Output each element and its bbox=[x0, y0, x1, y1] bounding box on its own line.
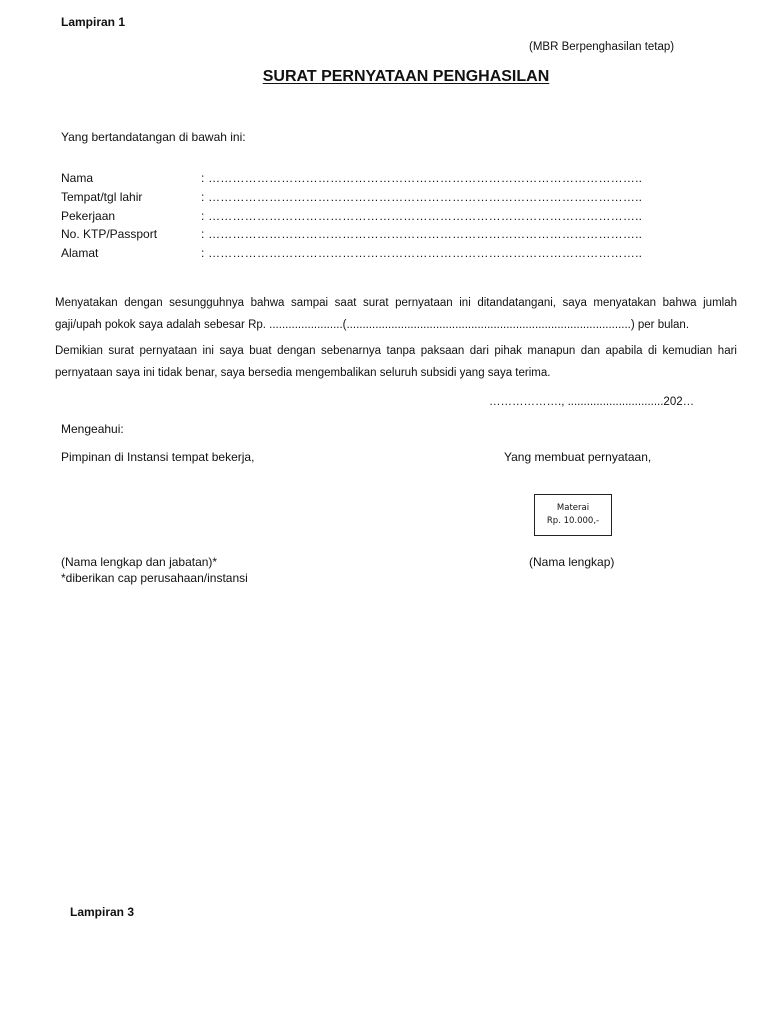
field-label: Tempat/tgl lahir bbox=[61, 190, 143, 204]
field-label: No. KTP/Passport bbox=[61, 227, 158, 241]
company-stamp-note: *diberikan cap perusahaan/instansi bbox=[61, 571, 248, 585]
attachment-label-bottom: Lampiran 3 bbox=[70, 905, 135, 919]
statement-line-2: gaji/upah pokok saya adalah sebesar Rp. .......................(.........................................................................................) per bulan. bbox=[55, 319, 690, 331]
declarant-role-label: Yang membuat pernyataan, bbox=[504, 450, 652, 464]
statement-paragraph bbox=[55, 292, 737, 336]
attachment-label-top: Lampiran 1 bbox=[61, 15, 126, 29]
closing-line-1: Demikian surat pernyataan ini saya buat dengan sebenarnya tanpa paksaan dari pihak manapun dan apabila di kemudian hari bbox=[55, 345, 737, 357]
field-label: Pekerjaan bbox=[61, 209, 116, 223]
declarant-name-placeholder: (Nama lengkap) bbox=[529, 555, 615, 569]
field-blank: : …………………………………………………………………………………………….. bbox=[201, 190, 643, 204]
stamp-duty-box bbox=[534, 494, 612, 536]
field-label: Nama bbox=[61, 171, 94, 185]
employer-name-placeholder: (Nama lengkap dan jabatan)* bbox=[61, 555, 218, 569]
closing-line-2: pernyataan saya ini tidak benar, saya bersedia mengembalikan seluruh subsidi yang saya terima. bbox=[55, 367, 551, 379]
place-date-line: ………………., ..............................202… bbox=[489, 396, 695, 408]
stamp-duty-amount: Rp. 10.000,- bbox=[546, 516, 600, 526]
field-blank: : …………………………………………………………………………………………….. bbox=[201, 246, 643, 260]
category-note: (MBR Berpenghasilan tetap) bbox=[529, 41, 675, 53]
acknowledged-label: Mengeahui: bbox=[61, 422, 124, 436]
closing-paragraph bbox=[55, 340, 737, 384]
field-blank: : …………………………………………………………………………………………….. bbox=[201, 171, 643, 185]
field-blank: : …………………………………………………………………………………………….. bbox=[201, 209, 643, 223]
document-title: SURAT PERNYATAAN PENGHASILAN bbox=[262, 68, 550, 85]
stamp-duty-label: Materai bbox=[556, 503, 590, 513]
intro-text: Yang bertandatangan di bawah ini: bbox=[61, 130, 246, 144]
field-blank: : …………………………………………………………………………………………….. bbox=[201, 227, 643, 241]
statement-line-1: Menyatakan dengan sesungguhnya bahwa sampai saat surat pernyataan ini ditandatangani, saya menyatakan bahwa jumlah bbox=[55, 297, 737, 309]
field-label: Alamat bbox=[61, 246, 99, 260]
employer-role-label: Pimpinan di Instansi tempat bekerja, bbox=[61, 450, 255, 464]
